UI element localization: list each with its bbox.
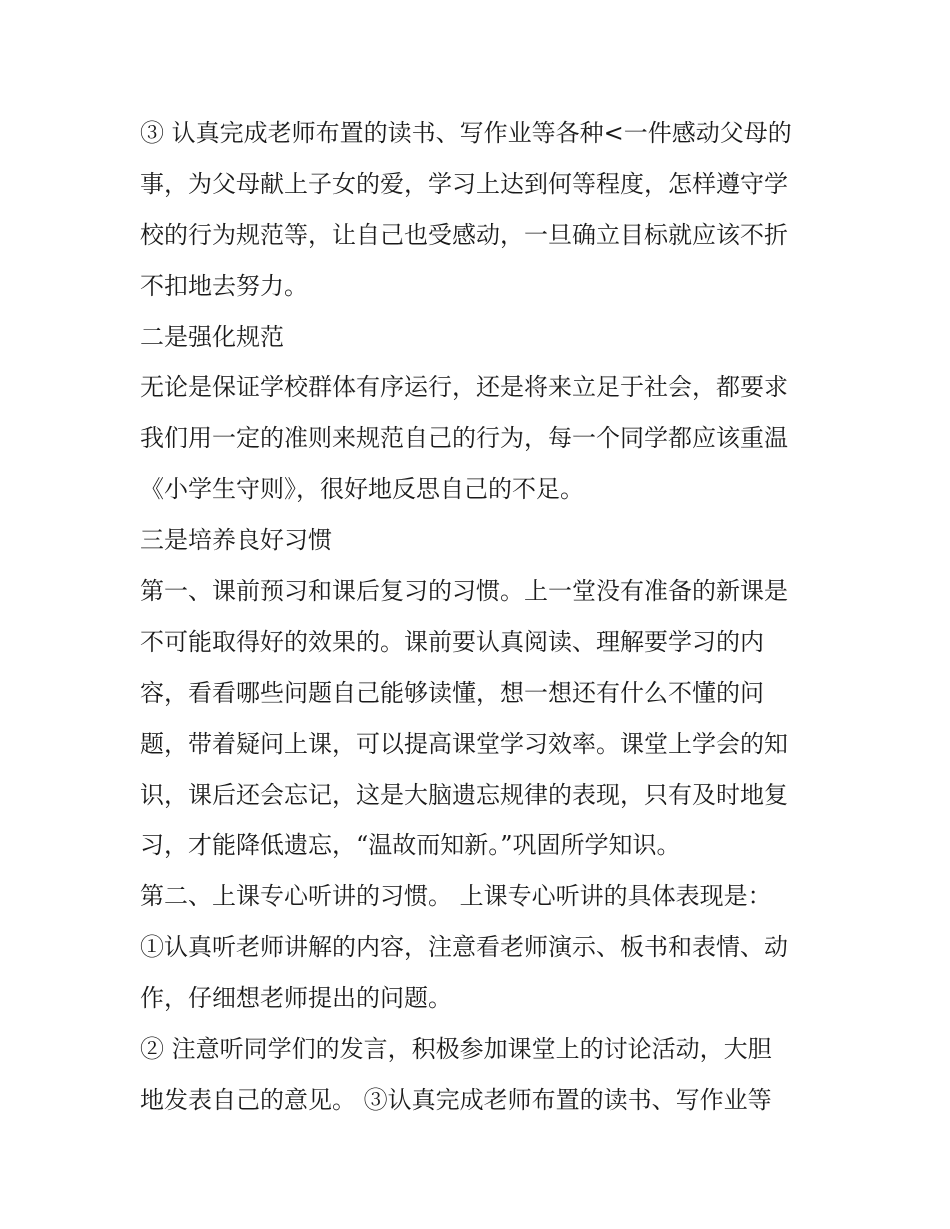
text-line: 不扣地去努力。 <box>140 271 308 300</box>
section-heading: 三是培养良好习惯 <box>140 526 332 555</box>
body-text <box>140 108 816 1126</box>
text-line: 容，看看哪些问题自己能够读懂，想一想还有什么不懂的问 <box>140 678 764 707</box>
text-line: 第一、课前预习和课后复习的习惯。上一堂没有准备的新课是 <box>140 577 788 606</box>
text-line: 习，才能降低遗忘，“温故而知新。”巩固所学知识。 <box>140 831 681 860</box>
text-line: ③ 认真完成老师布置的读书、写作业等各种<一件感动父母的 <box>140 119 792 147</box>
text-line: 识，课后还会忘记，这是大脑遗忘规律的表现，只有及时地复 <box>140 780 788 809</box>
text-line: 校的行为规范等，让自己也受感动，一旦确立目标就应该不折 <box>140 220 788 249</box>
text-line: 事，为父母献上子女的爱，学习上达到何等程度，怎样遵守学 <box>140 169 788 198</box>
text-line: ①认真听老师讲解的内容，注意看老师演示、板书和表情、动 <box>140 933 788 962</box>
section-heading: 二是强化规范 <box>140 322 284 351</box>
text-line: 地发表自己的意见。 ③认真完成老师布置的读书、写作业等 <box>140 1085 772 1114</box>
text-line: 题，带着疑问上课，可以提高课堂学习效率。课堂上学会的知 <box>140 729 788 758</box>
text-line: 我们用一定的准则来规范自己的行为，每一个同学都应该重温 <box>140 424 788 453</box>
text-line: 作，仔细想老师提出的问题。 <box>140 984 452 1013</box>
text-line: 不可能取得好的效果的。课前要认真阅读、理解要学习的内 <box>140 627 764 656</box>
text-line: 《小学生守则》，很好地反思自己的不足。 <box>140 475 584 504</box>
text-line: 第二、上课专心听讲的习惯。 上课专心听讲的具体表现是： <box>140 882 772 911</box>
text-line: 无论是保证学校群体有序运行，还是将来立足于社会，都要求 <box>140 373 788 402</box>
text-line: ② 注意听同学们的发言，积极参加课堂上的讨论活动，大胆 <box>140 1035 772 1064</box>
